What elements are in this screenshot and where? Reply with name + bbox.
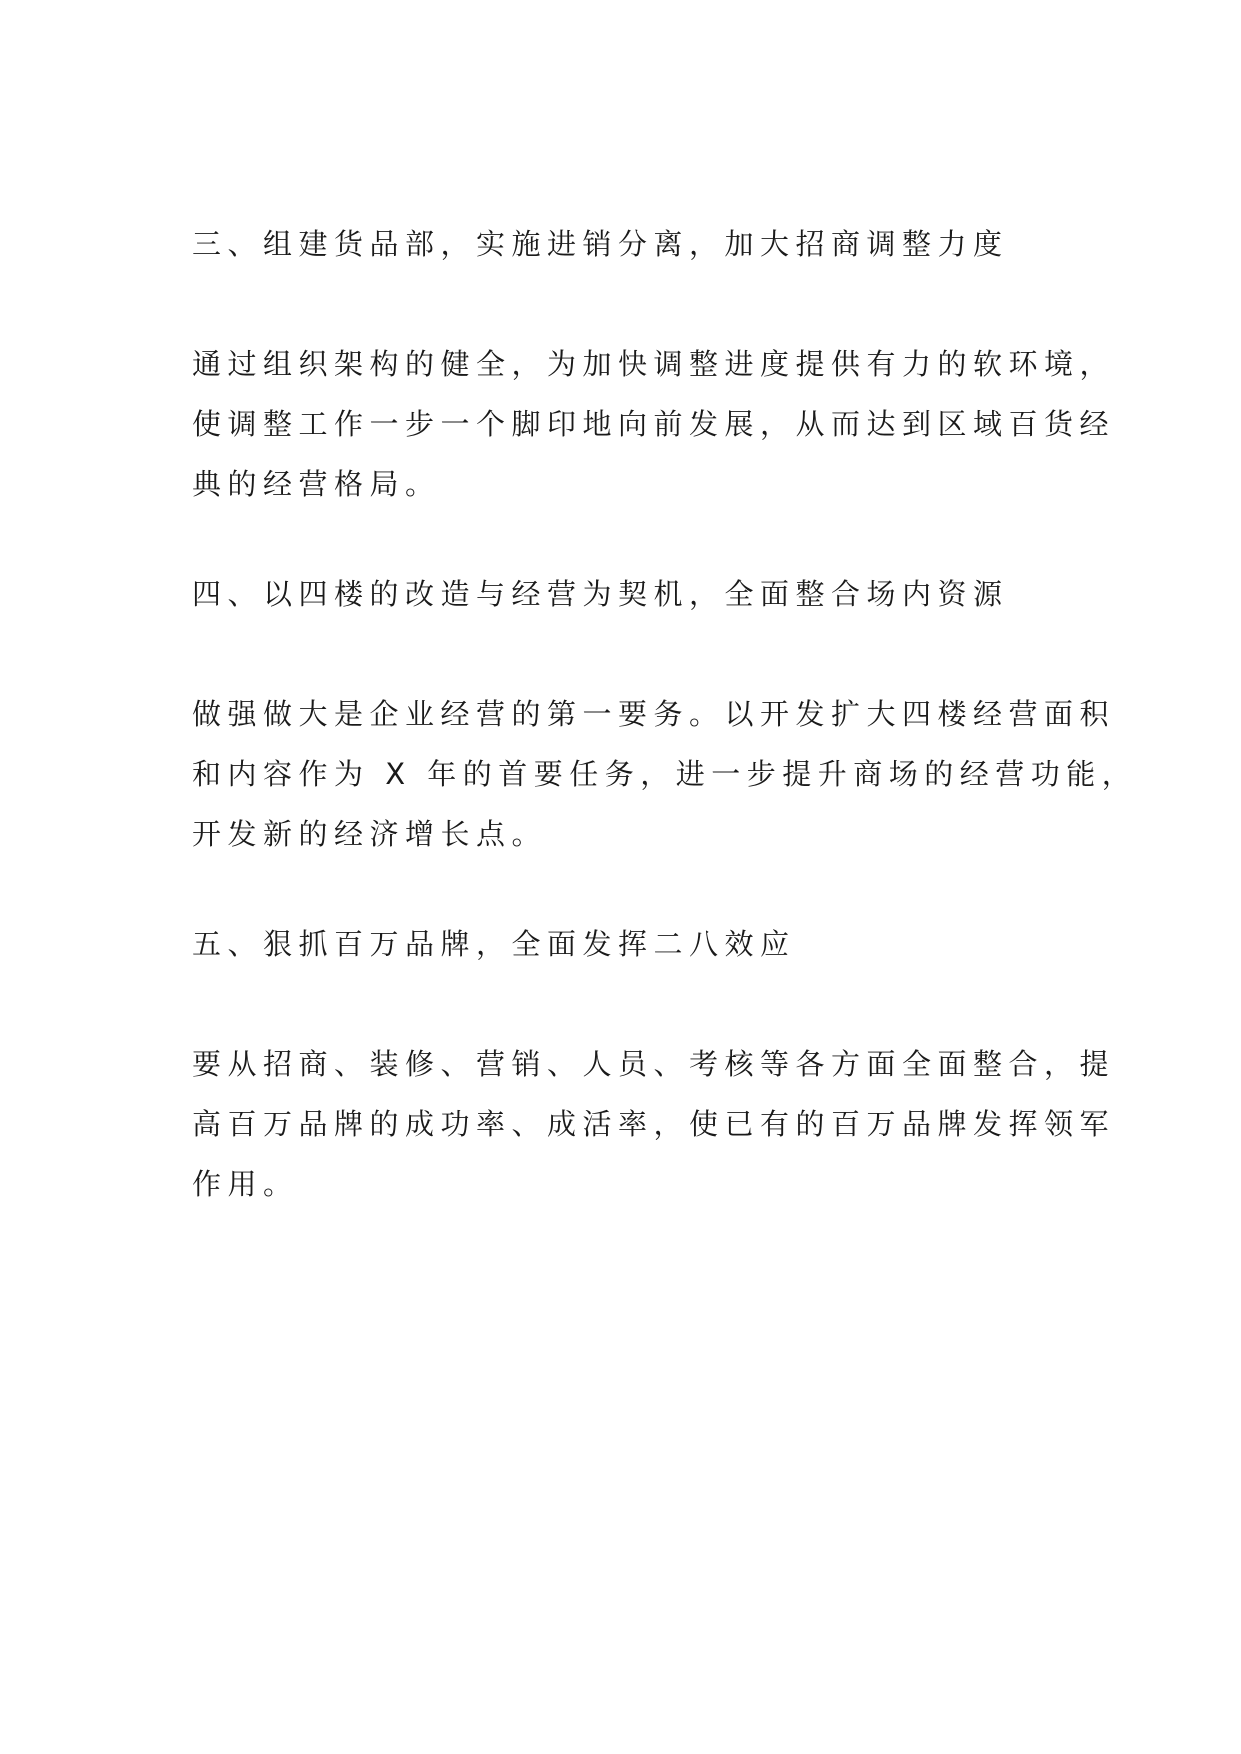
paragraph-line: 和内容作为 X 年的首要任务，进一步提升商场的经营功能，	[192, 757, 1138, 791]
paragraph-line: 使调整工作一步一个脚印地向前发展，从而达到区域百货经	[192, 407, 1116, 441]
heading-text: 四、以四楼的改造与经营为契机，全面整合场内资源	[192, 577, 1009, 611]
section-paragraph	[192, 684, 1138, 864]
heading-text: 五、狠抓百万品牌，全面发挥二八效应	[192, 927, 796, 961]
paragraph-line: 做强做大是企业经营的第一要务。以开发扩大四楼经营面积	[192, 697, 1116, 731]
heading-text: 三、组建货品部，实施进销分离，加大招商调整力度	[192, 227, 1009, 261]
paragraph-line: 高百万品牌的成功率、成活率，使已有的百万品牌发挥领军	[192, 1107, 1116, 1141]
section-heading	[192, 914, 1072, 974]
paragraph-line: 作用。	[192, 1167, 299, 1201]
paragraph-line: 通过组织架构的健全，为加快调整进度提供有力的软环境，	[192, 347, 1116, 381]
section-paragraph	[192, 1034, 1116, 1214]
section-heading	[192, 564, 1072, 624]
section-heading	[192, 214, 1072, 274]
section-paragraph	[192, 334, 1116, 514]
paragraph-line: 典的经营格局。	[192, 467, 441, 501]
paragraph-line: 要从招商、装修、营销、人员、考核等各方面全面整合，提	[192, 1047, 1116, 1081]
paragraph-line: 开发新的经济增长点。	[192, 817, 548, 851]
